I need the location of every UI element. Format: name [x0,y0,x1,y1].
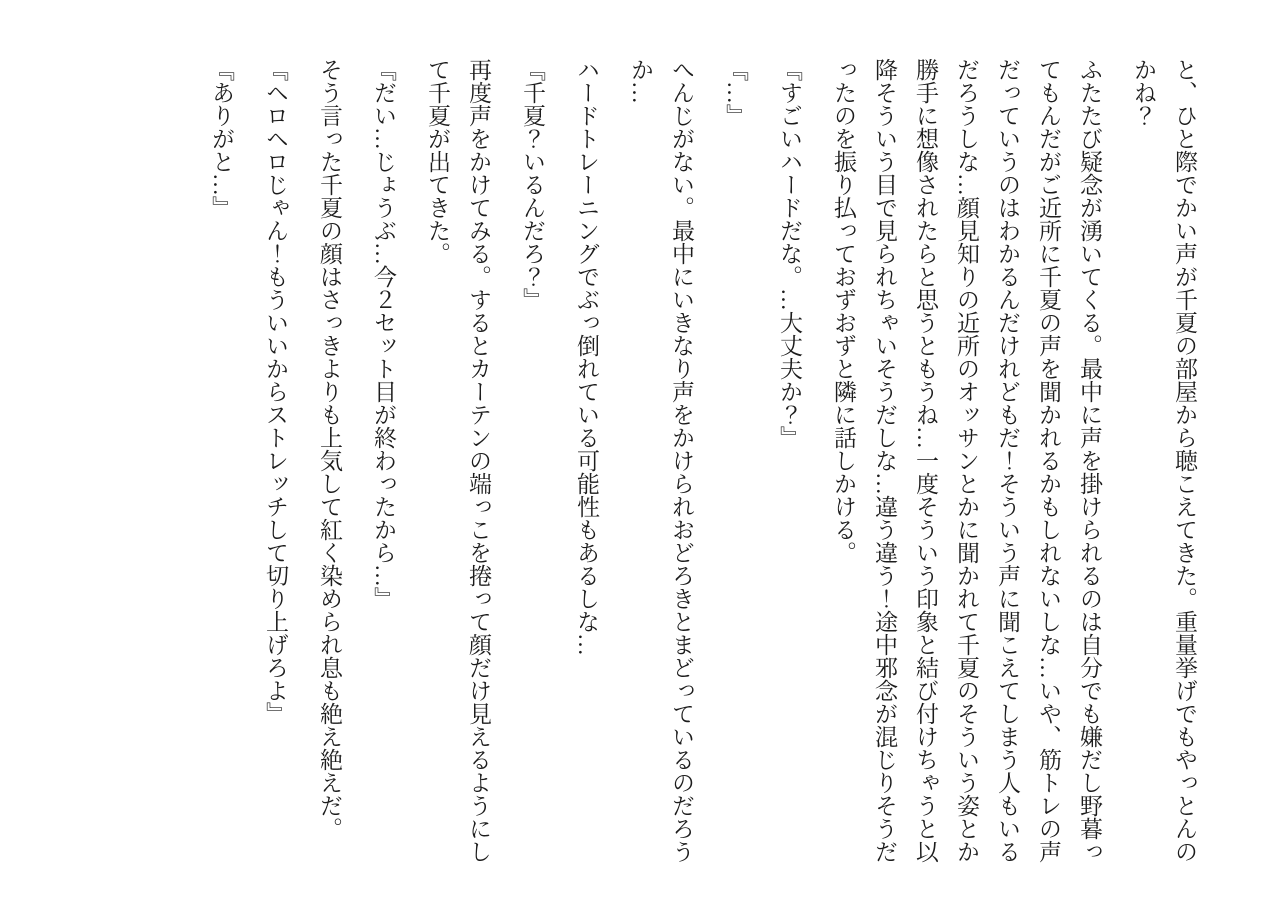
novel-text-block [201,58,1205,865]
paragraph: と、ひと際でかい声が千夏の部屋から聴こえてきた。重量挙げでもやっとんのかね？ [1131,58,1197,863]
paragraph: ふたたび疑念が湧いてくる。最中に声を掛けられるのは自分でも嫌だし野暮ってもんだがご近所に千夏の声を聞かれるかもしれないしな…いや、筋トレの声だっていうのはわかるんだけれどもだ！そういう声に聞こえてしまう人もいるだろうしな…顔見知りの近所のオッサンとかに聞かれて千夏のそういう姿とか勝手に想像されたらと思うともうね…一度そういう印象と結び付けちゃうと以降そういう目で見られちゃいそうだしな…違う違う！途中邪念が混じりそうだったのを振り払っておずおずと隣に話しかける。 [831,58,1102,863]
paragraph: ハードトレーニングでぶっ倒れている可能性もあるしな… [574,58,599,656]
paragraph: 『ありがと…』 [209,58,234,219]
paragraph: 『ヘロヘロじゃん！もういいからストレッチして切り上げろよ』 [263,58,288,725]
paragraph: 『だい…じょうぶ…今２セット目が終わったから…』 [371,58,396,610]
paragraph: 『千夏？いるんだろ？』 [520,58,545,311]
paragraph: 『…』 [723,58,748,127]
paragraph: 再度声をかけてみる。するとカーテンの端っこを捲って顔だけ見えるようにして千夏が出てきた。 [425,58,491,863]
paragraph: そう言った千夏の顔はさっきよりも上気して紅く染められ息も絶え絶えだ。 [317,58,342,840]
paragraph: へんじがない。最中にいきなり声をかけられおどろきとまどっているのだろうか… [628,58,694,863]
paragraph: 『すごいハードだな。…大丈夫か？』 [777,58,802,449]
